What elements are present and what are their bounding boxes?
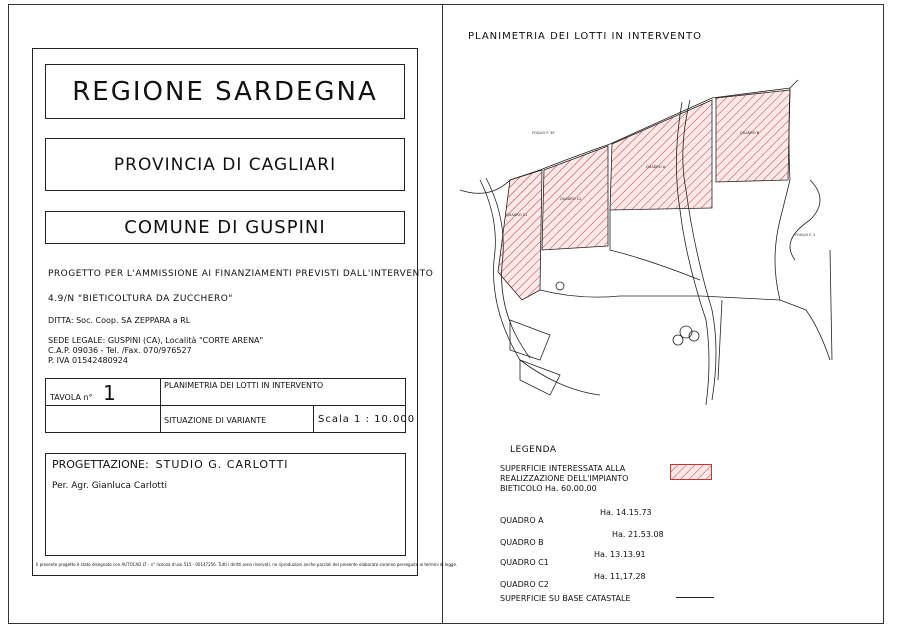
parcel-quadro-c1 — [498, 170, 542, 300]
map-label-quadro-c1: QUADRO C1 — [506, 213, 528, 217]
province-title: PROVINCIA DI CAGLIARI — [113, 154, 337, 175]
address-line2: C.A.P. 09036 - Tel. /Fax. 070/976527 — [48, 346, 192, 355]
legend-cadastral-line — [676, 597, 714, 598]
legend-row-value: Ha. 21.53.08 — [612, 530, 664, 539]
sheet-scale: Scala 1 : 10.000 — [318, 414, 416, 425]
sheet-description: PLANIMETRIA DEI LOTTI IN INTERVENTO — [164, 381, 324, 390]
legend-row-name: QUADRO C2 — [500, 580, 549, 589]
footer-note: Il presente progetto è stato disegnato con AUTOCAD LT - n° licenza d'uso 515 - 00147256. Tutti i diritti sono riservati, ne riproduzioni anche parziali del presente elaborato saranno perseguite ai termini di legge. — [36, 562, 458, 567]
parcel-quadro-a — [610, 100, 712, 210]
vat-line: P. IVA 01542480924 — [48, 356, 128, 365]
parcel-quadro-b — [716, 90, 790, 182]
sheet-table-scale-divider — [313, 405, 314, 433]
address-line1: SEDE LEGALE: GUSPINI (CA), Località "CORTE ARENA" — [48, 336, 264, 345]
legend-surface-line2: REALIZZAZIONE DELL'IMPIANTO — [500, 474, 629, 483]
legend-hatch-swatch — [670, 464, 712, 480]
design-heading — [52, 458, 289, 471]
legend-row-name: QUADRO B — [500, 538, 544, 547]
map-label-foglio-right: FOGLIO F. 1 — [795, 233, 816, 237]
legend-surface-line1: SUPERFICIE INTERESSATA ALLA — [500, 464, 626, 473]
municipality-title: COMUNE DI GUSPINI — [124, 217, 326, 238]
fold-line — [442, 4, 443, 624]
sheet-table-hdivider — [45, 405, 406, 406]
map-label-foglio-top: FOGLIO F. 39 — [532, 131, 555, 135]
municipality-box — [45, 211, 405, 244]
map-label-quadro-c2: QUADRO C2 — [560, 197, 582, 201]
design-author: Per. Agr. Gianluca Carlotti — [52, 481, 167, 491]
region-title: REGIONE SARDEGNA — [72, 76, 378, 107]
legend-row-b — [500, 530, 710, 549]
legend-row-c2 — [500, 572, 710, 591]
province-box — [45, 138, 405, 191]
sheet-situation: SITUAZIONE DI VARIANTE — [164, 416, 267, 425]
legend-title: LEGENDA — [510, 445, 557, 455]
company-line: DITTA: Soc. Coop. SA ZEPPARA a RL — [48, 316, 191, 325]
map-label-quadro-a: QUADRO A — [646, 165, 666, 169]
design-studio: STUDIO G. CARLOTTI — [155, 458, 289, 471]
project-line2: 4.9/N "BIETICOLTURA DA ZUCCHERO" — [48, 294, 233, 304]
legend-row-a — [500, 508, 710, 527]
legend-row-c1 — [500, 550, 710, 569]
legend-row-name: QUADRO C1 — [500, 558, 549, 567]
legend-row-value: Ha. 13.13.91 — [594, 550, 646, 559]
project-line1: PROGETTO PER L'AMMISSIONE AI FINANZIAMENTI PREVISTI DALL'INTERVENTO — [48, 269, 434, 279]
map-circles — [556, 282, 699, 345]
legend-row-name: QUADRO A — [500, 516, 544, 525]
region-box — [45, 64, 405, 119]
legend-surface-line3: BIETICOLO Ha. 60.00.00 — [500, 484, 597, 493]
tavola-label: TAVOLA n° — [50, 393, 93, 402]
legend-row-value: Ha. 14.15.73 — [600, 508, 652, 517]
legend-cadastral: SUPERFICIE SU BASE CATASTALE — [500, 594, 631, 603]
cadastral-map — [450, 60, 870, 420]
map-title: PLANIMETRIA DEI LOTTI IN INTERVENTO — [468, 31, 702, 42]
tavola-number: 1 — [103, 381, 116, 405]
design-label: PROGETTAZIONE: — [52, 458, 149, 471]
legend-row-value: Ha. 11,17.28 — [594, 572, 646, 581]
map-label-quadro-b: QUADRO B — [740, 131, 760, 135]
